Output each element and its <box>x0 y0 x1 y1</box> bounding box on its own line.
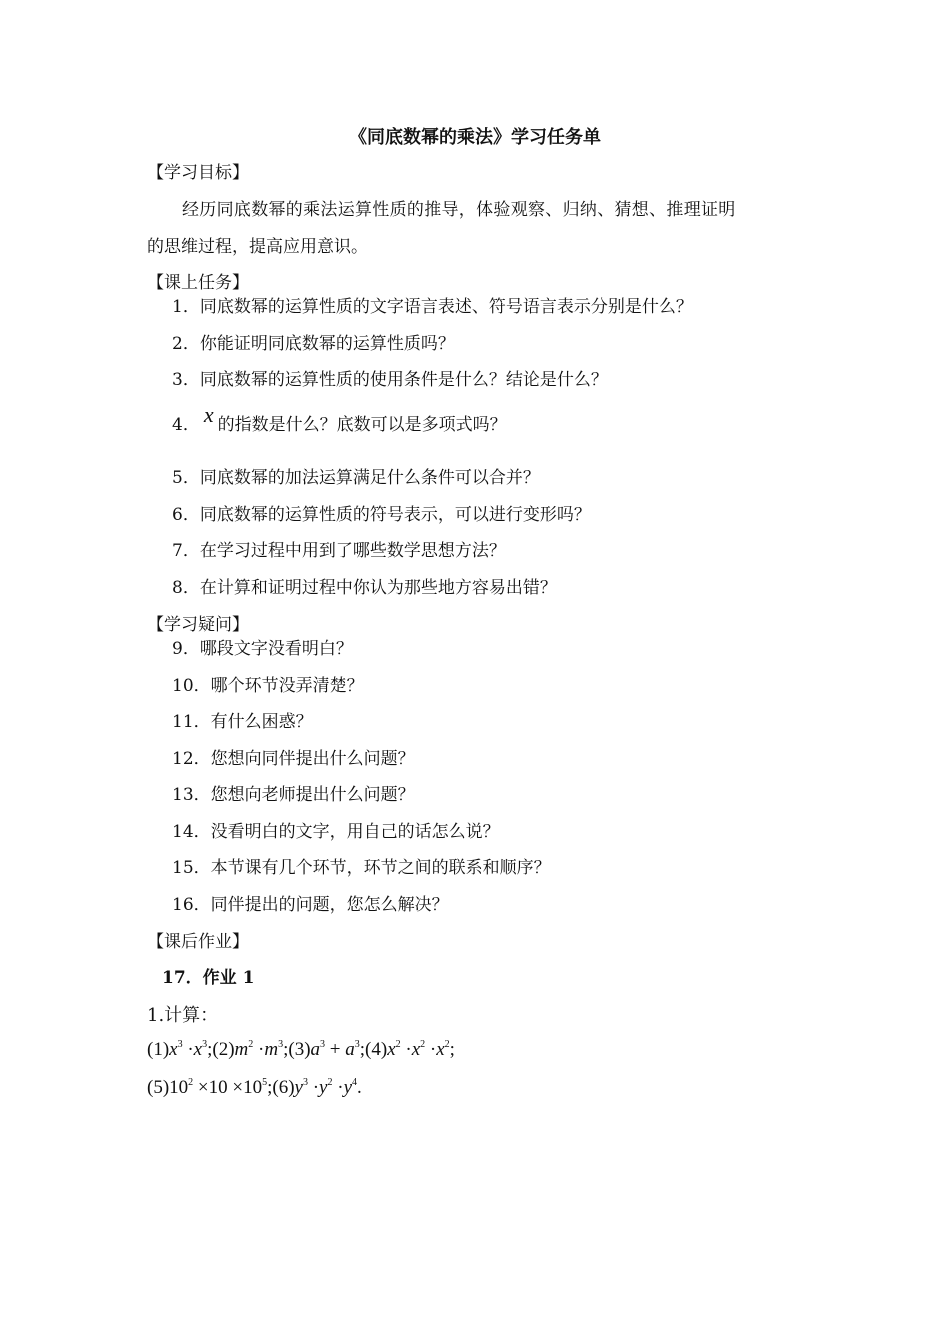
math-expression-line-2: $(5)10^2 \times 10$ $\times 10^5;(6)y^3 \cdot y^2 \cdot y^4$. <box>147 1077 362 1098</box>
heading-learning-questions: 【学习疑问】 <box>147 615 249 635</box>
question-item: 15．本节课有几个环节，环节之间的联系和顺序？ <box>172 858 551 878</box>
question-item: 12．您想向同伴提出什么问题？ <box>172 749 415 769</box>
goal-text-line-2: 的思维过程，提高应用意识。 <box>147 237 368 257</box>
task-item: 7．在学习过程中用到了哪些数学思想方法？ <box>172 541 506 561</box>
task-item: 2．你能证明同底数幂的运算性质吗？ <box>172 334 455 354</box>
heading-learning-goals: 【学习目标】 <box>147 163 249 183</box>
task-item: 3．同底数幂的运算性质的使用条件是什么？结论是什么？ <box>172 370 608 390</box>
question-item: 9．哪段文字没看明白？ <box>172 639 353 659</box>
task-item: 8．在计算和证明过程中你认为那些地方容易出错？ <box>172 578 557 598</box>
page-title: 《同底数幂的乘法》学习任务单 <box>349 127 601 148</box>
task-item <box>172 402 507 436</box>
goal-text-line-1: 经历同底数幂的乘法运算性质的推导，体验观察、归纳、猜想、推理证明 <box>182 200 736 220</box>
task-item: 6．同底数幂的运算性质的符号表示，可以进行变形吗？ <box>172 505 591 525</box>
task-item-number: 4． <box>172 415 200 435</box>
variable-x: x <box>203 402 214 427</box>
heading-class-tasks: 【课上任务】 <box>147 273 249 293</box>
question-item: 14．没看明白的文字，用自己的话怎么说？ <box>172 822 500 842</box>
task-item: 5．同底数幂的加法运算满足什么条件可以合并？ <box>172 468 540 488</box>
task-item-text: 的指数是什么？底数可以是多项式吗？ <box>217 415 507 435</box>
calc-label: 1.计算： <box>147 1005 219 1026</box>
task-item: 1．同底数幂的运算性质的文字语言表述、符号语言表示分别是什么？ <box>172 297 693 317</box>
heading-homework: 【课后作业】 <box>147 932 249 952</box>
question-item: 11．有什么困惑？ <box>172 712 313 732</box>
question-item: 16．同伴提出的问题，您怎么解决？ <box>172 895 449 915</box>
homework-title: 17．作业 1 <box>162 968 255 988</box>
question-item: 13．您想向老师提出什么问题？ <box>172 785 415 805</box>
question-item: 10．哪个环节没弄清楚？ <box>172 676 364 696</box>
math-expression-line-1: $(1)x^3$ $\cdot x^3;(2)m^2$ $\cdot m^3;(3)a^3$ + $a^3;(4)x^2 \cdot x^2 \cdot x^2$; <box>147 1039 455 1060</box>
